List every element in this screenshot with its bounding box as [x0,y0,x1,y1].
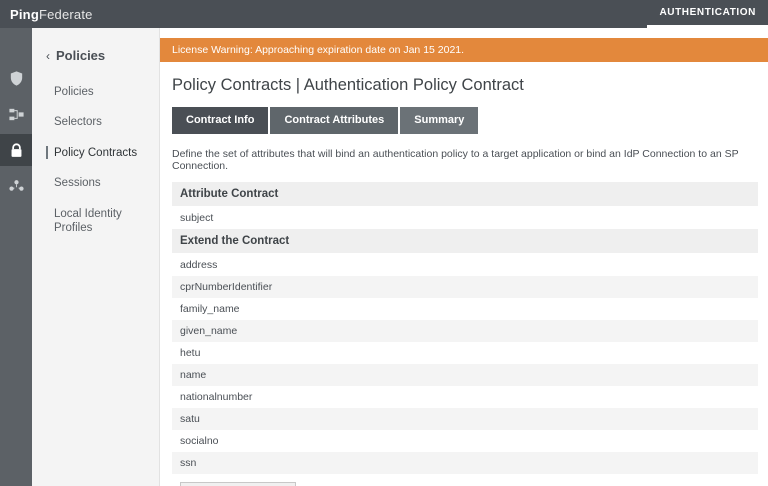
table-row: satu [172,408,758,430]
product-logo [10,7,93,22]
subnav-header[interactable] [32,40,159,77]
rail-shield-icon[interactable] [0,62,32,94]
table-row: given_name [172,320,758,342]
tab-summary[interactable]: Summary [400,107,478,134]
brand-ping: Ping [10,6,39,22]
page-description: Define the set of attributes that will bind an authentication policy to a target application or bind an IdP Connection to an SP Connection. [172,148,739,172]
topnav-authentication[interactable]: AUTHENTICATION [647,0,768,28]
content-area [160,76,768,486]
main-content [160,28,768,486]
table-row: ssn [172,452,758,474]
body-container [0,28,768,486]
new-attribute-field-wrapper [172,474,758,486]
table-row: subject [172,207,758,229]
sidebar-item-sessions[interactable]: Sessions [54,177,101,190]
sidebar-item-policy-contracts[interactable]: Policy Contracts [32,138,159,168]
users-icon [8,178,25,195]
tab-contract-attributes[interactable]: Contract Attributes [270,107,398,134]
table-row: nationalnumber [172,386,758,408]
license-warning-banner: License Warning: Approaching expiration date on Jan 15 2021. [160,38,768,62]
tab-contract-info[interactable]: Contract Info [172,107,268,134]
top-navigation [647,0,768,28]
new-attribute-input[interactable] [180,482,296,486]
sidebar-item-policies[interactable]: Policies [54,86,94,98]
sidebar-item-local-identity-profiles[interactable]: Local Identity Profiles [54,207,122,234]
subnav-header-label: Policies [56,48,106,63]
table-row: family_name [172,298,758,320]
table-row: name [172,364,758,386]
section-extend-the-contract: Extend the Contract [172,229,758,254]
section-attribute-contract: Attribute Contract [172,182,758,207]
rail-connections-icon[interactable] [0,98,32,130]
tab-bar [172,107,758,134]
lock-icon [8,142,25,159]
connections-icon [8,106,25,123]
table-row: hetu [172,342,758,364]
table-row: socialno [172,430,758,452]
page-title: Policy Contracts | Authentication Policy Contract [172,76,524,94]
rail-users-icon[interactable] [0,170,32,202]
top-bar [0,0,768,28]
secondary-navigation [32,28,160,486]
back-chevron-icon[interactable]: ‹ [46,48,50,63]
shield-icon [8,70,25,87]
table-row: cprNumberIdentifier [172,276,758,298]
brand-federate: Federate [38,6,93,22]
rail-lock-icon[interactable] [0,134,32,166]
icon-rail [0,28,32,486]
table-row: address [172,254,758,276]
sidebar-item-selectors[interactable]: Selectors [54,116,102,129]
